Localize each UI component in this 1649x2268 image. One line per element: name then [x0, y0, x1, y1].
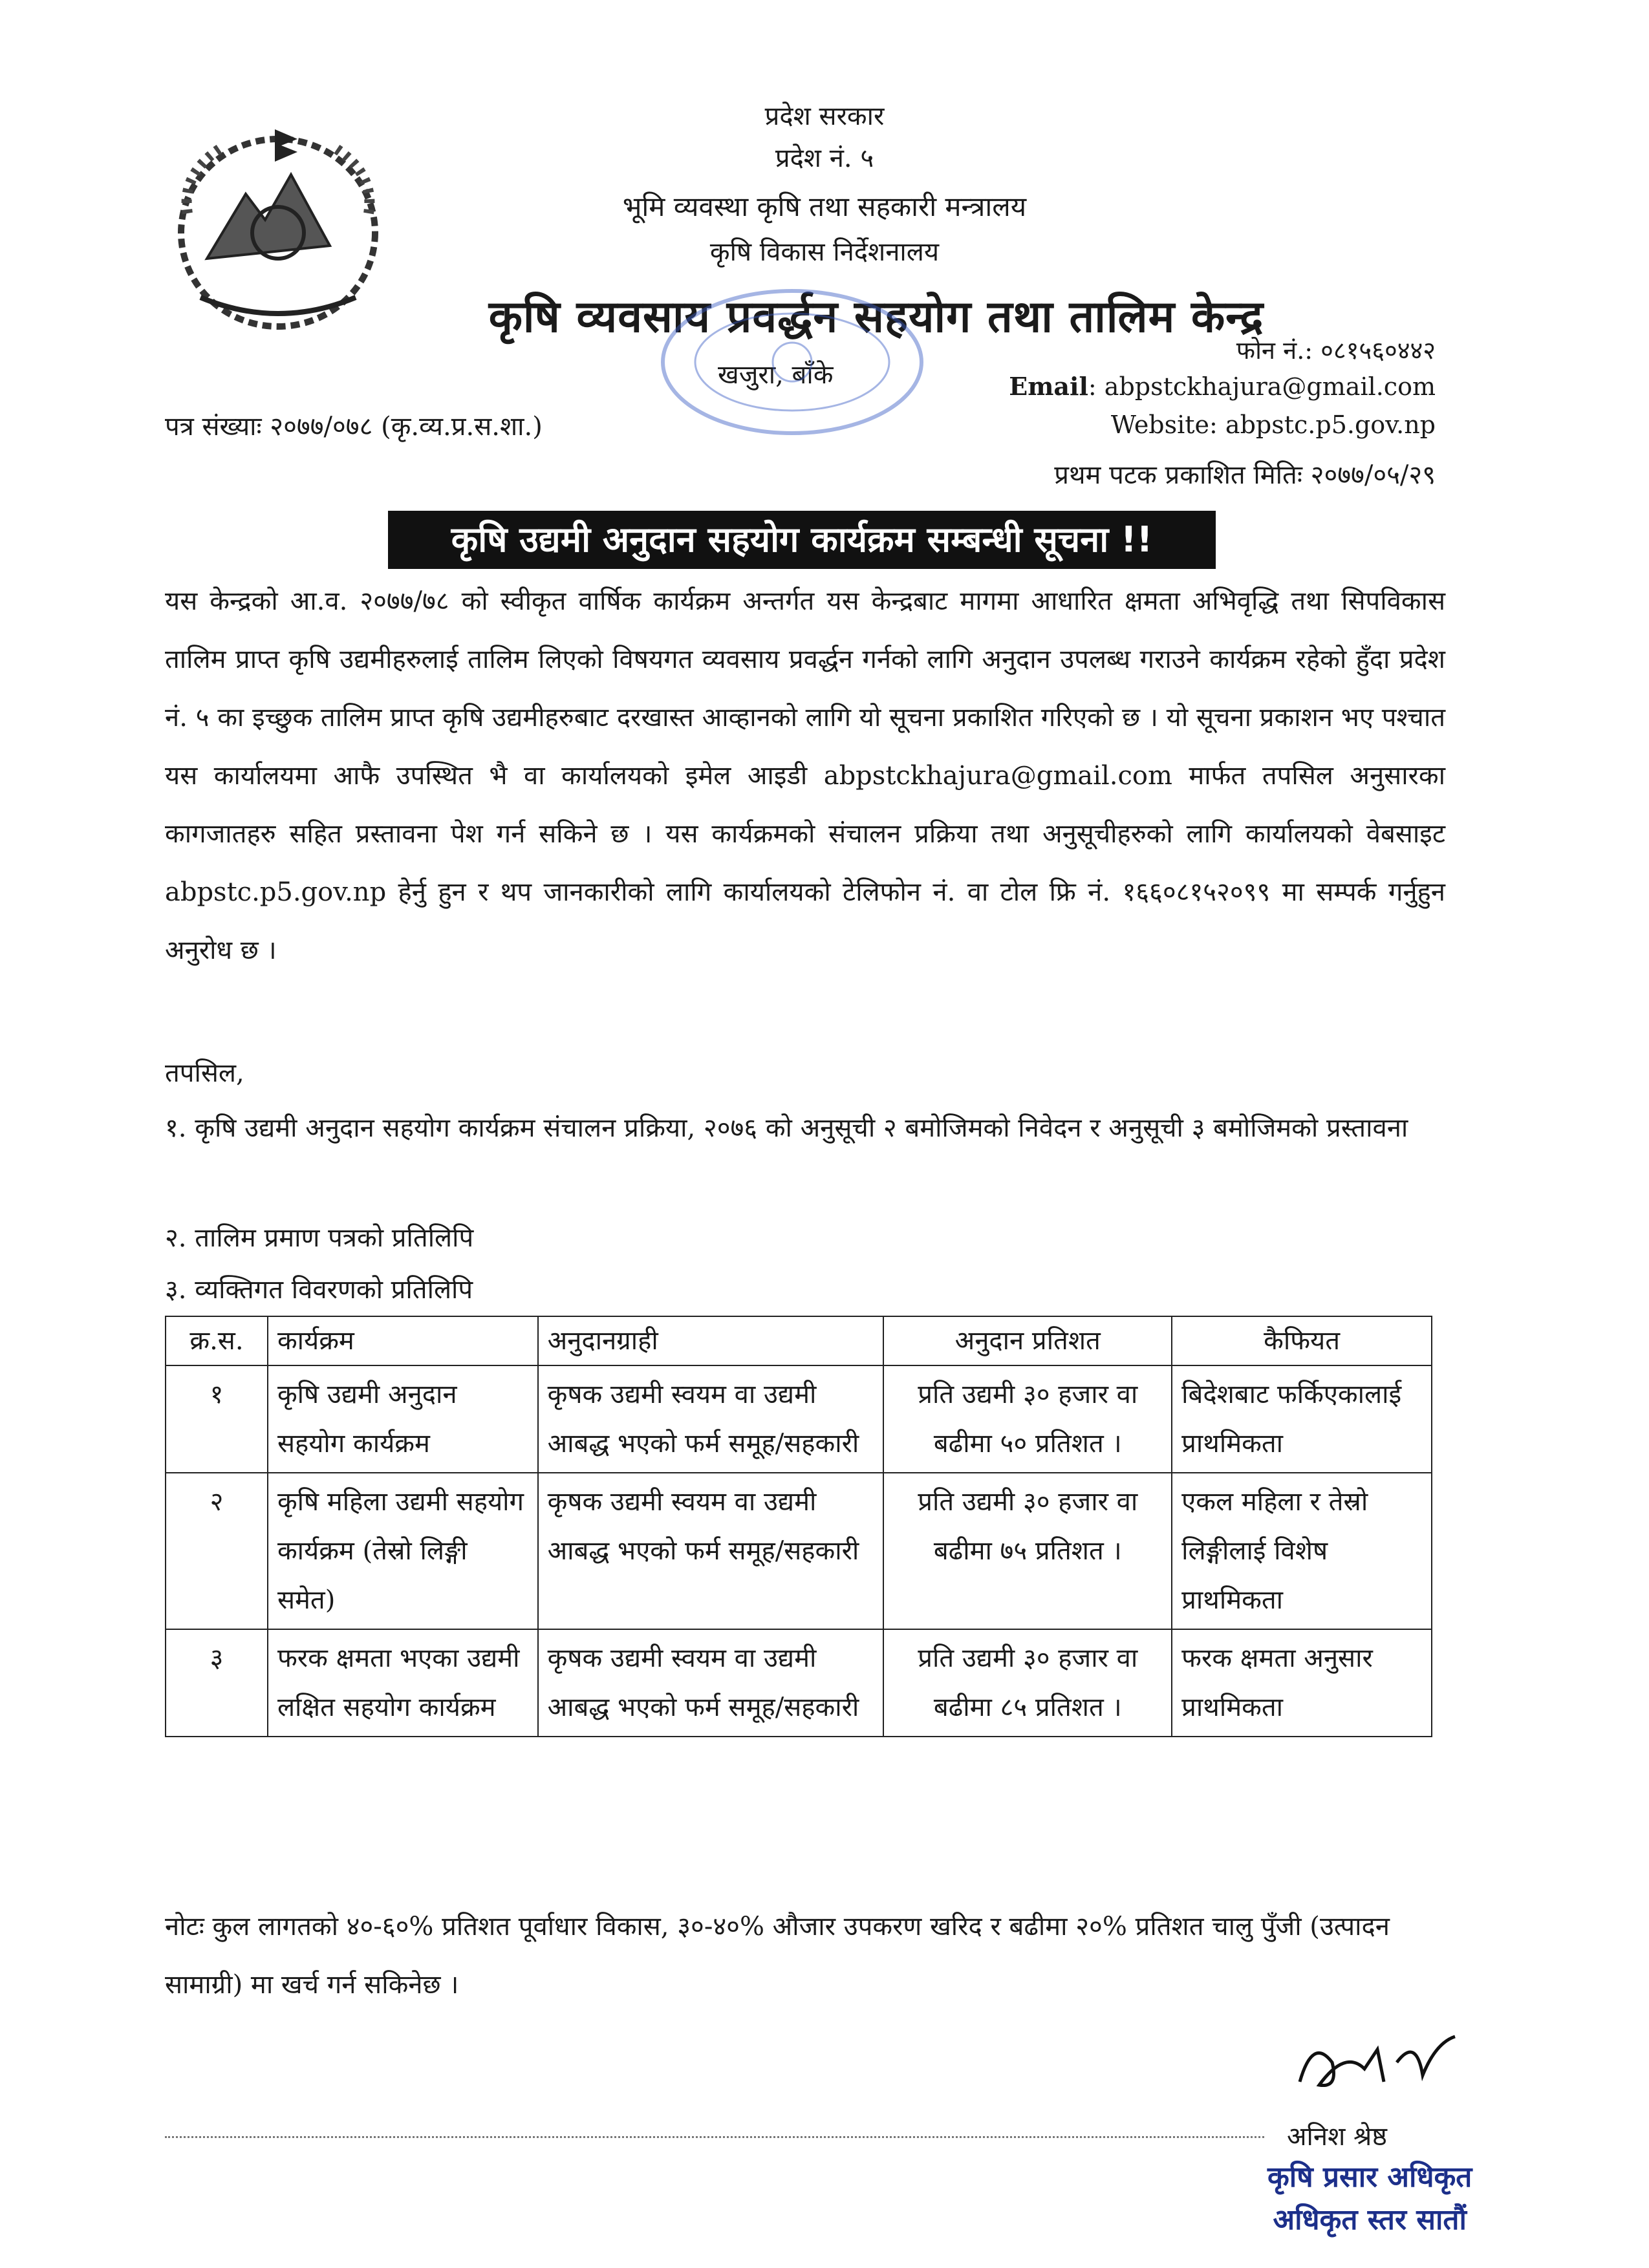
designation-line-2: अधिकृत स्तर सातौं [1273, 2203, 1467, 2236]
contact-email: : abpstckhajura@gmail.com [1088, 372, 1436, 401]
office-seal-stamp [653, 284, 931, 440]
cell-sn: १ [166, 1365, 268, 1473]
cell-program: फरक क्षमता भएका उद्यमी लक्षित सहयोग कार्यक्रम [268, 1629, 538, 1737]
table-header-row [166, 1316, 1432, 1365]
signatory-name: अनिश श्रेष्ठ [1287, 2122, 1387, 2152]
designation-line-1: कृषि प्रसार अधिकृत [1267, 2161, 1472, 2194]
cell-sn: ३ [166, 1629, 268, 1737]
requirement-item-2: २. तालिम प्रमाण पत्रको प्रतिलिपि [165, 1223, 474, 1253]
header-line-province-no: प्रदेश नं. ५ [775, 144, 874, 173]
contact-website: Website: abpstc.p5.gov.np [1110, 411, 1436, 439]
notice-title: कृषि उद्यमी अनुदान सहयोग कार्यक्रम सम्बन्धी सूचना !! [388, 511, 1216, 569]
col-header-program: कार्यक्रम [268, 1316, 538, 1365]
center-title: कृषि व्यवसाय प्रवर्द्धन सहयोग तथा तालिम केन्द्र [488, 291, 1264, 343]
cell-grant-percent: प्रति उद्यमी ३० हजार वा बढीमा ८५ प्रतिशत । [883, 1629, 1172, 1737]
dotted-divider [165, 2134, 1264, 2138]
table-row [166, 1629, 1432, 1737]
cell-beneficiary: कृषक उद्यमी स्वयम वा उद्यमी आबद्ध भएको फर्म समूह/सहकारी [538, 1365, 884, 1473]
publish-date: प्रथम पटक प्रकाशित मितिः २०७७/०५/२९ [1054, 460, 1436, 490]
cell-sn: २ [166, 1473, 268, 1629]
contact-email-line [957, 372, 1436, 401]
header-line-provincial-govt: प्रदेश सरकार [764, 102, 885, 131]
header-directorate: कृषि विकास निर्देशनालय [709, 237, 940, 267]
notice-body-paragraph: यस केन्द्रको आ.व. २०७७/७८ को स्वीकृत वार्षिक कार्यक्रम अन्तर्गत यस केन्द्रबाट मागमा आधारित क्षमता अभिवृद्धि तथा सिपविकास तालिम प्राप्त कृषि उद्यमीहरुलाई तालिम लिएको विषयगत व्यवसाय प्रवर्द्धन गर्नको लागि अनुदान उपलब्ध गराउने कार्यक्रम रहेको हुँदा प्रदेश नं. ५ का इच्छुक तालिम प्राप्त कृषि उद्यमीहरुबाट दरखास्त आव्हानको लागि यो सूचना प्रकाशित गरिएको छ । यो सूचना प्रकाशन भए पश्चात यस कार्यालयमा आफै उपस्थित भै वा कार्यालयको इमेल आइडी abpstckhajura@gmail.com मार्फत तपसिल अनुसारका कागजातहरु सहित प्रस्तावना पेश गर्न सकिने छ । यस कार्यक्रमको संचालन प्रक्रिया तथा अनुसूचीहरुको लागि कार्यालयको वेबसाइट abpstc.p5.gov.np हेर्नु हुन र थप जानकारीको लागि कार्यालयको टेलिफोन नं. वा टोल फ्रि नं. १६६०८१५२०९९ मा सम्पर्क गर्नुहुन अनुरोध छ । [165, 586, 1445, 965]
cell-grant-percent: प्रति उद्यमी ३० हजार वा बढीमा ७५ प्रतिशत । [883, 1473, 1172, 1629]
grant-programs-table [165, 1316, 1432, 1737]
cell-remarks: एकल महिला र तेस्रो लिङ्गीलाई विशेष प्राथमिकता [1172, 1473, 1432, 1629]
tapsil-heading: तपसिल, [165, 1058, 244, 1088]
cost-allocation-note: नोटः कुल लागतको ४०-६०% प्रतिशत पूर्वाधार विकास, ३०-४०% औजार उपकरण खरिद र बढीमा २०% प्रतिशत चालु पुँजी (उत्पादन सामाग्री) मा खर्च गर्न सकिनेछ । [165, 1912, 1390, 2000]
col-header-sn: क्र.स. [166, 1316, 268, 1365]
letter-number: पत्र संख्याः २०७७/०७८ (कृ.व्य.प्र.स.शा.) [165, 412, 543, 442]
handwritten-signature [1287, 2024, 1468, 2108]
notice-body [165, 572, 1445, 979]
table-row [166, 1365, 1432, 1473]
col-header-remarks: कैफियत [1172, 1316, 1432, 1365]
contact-phone: फोन नं.: ०८१५६०४४२ [1236, 336, 1436, 365]
cell-remarks: बिदेशबाट फर्किएकालाई प्राथमिकता [1172, 1365, 1432, 1473]
signatory-designation [1267, 2156, 1472, 2241]
cell-beneficiary: कृषक उद्यमी स्वयम वा उद्यमी आबद्ध भएको फर्म समूह/सहकारी [538, 1629, 884, 1737]
col-header-grant-percent: अनुदान प्रतिशत [883, 1316, 1172, 1365]
header-ministry: भूमि व्यवस्था कृषि तथा सहकारी मन्त्रालय [622, 191, 1027, 222]
cell-program: कृषि उद्यमी अनुदान सहयोग कार्यक्रम [268, 1365, 538, 1473]
cell-remarks: फरक क्षमता अनुसार प्राथमिकता [1172, 1629, 1432, 1737]
cell-beneficiary: कृषक उद्यमी स्वयम वा उद्यमी आबद्ध भएको फर्म समूह/सहकारी [538, 1473, 884, 1629]
col-header-beneficiary: अनुदानग्राही [538, 1316, 884, 1365]
requirement-item-3: ३. व्यक्तिगत विवरणको प्रतिलिपि [165, 1275, 473, 1305]
cell-grant-percent: प्रति उद्यमी ३० हजार वा बढीमा ५० प्रतिशत । [883, 1365, 1172, 1473]
requirement-item-1: १. कृषि उद्यमी अनुदान सहयोग कार्यक्रम संचालन प्रक्रिया, २०७६ को अनुसूची २ बमोजिमको निवेदन र अनुसूची ३ बमोजिमको प्रस्तावना [165, 1113, 1408, 1143]
contact-email-label: Email [1009, 372, 1088, 401]
center-location: खजुरा, बाँके [718, 360, 834, 390]
cell-program: कृषि महिला उद्यमी सहयोग कार्यक्रम (तेस्रो लिङ्गी समेत) [268, 1473, 538, 1629]
table-row [166, 1473, 1432, 1629]
nepal-emblem-logo [162, 116, 394, 336]
